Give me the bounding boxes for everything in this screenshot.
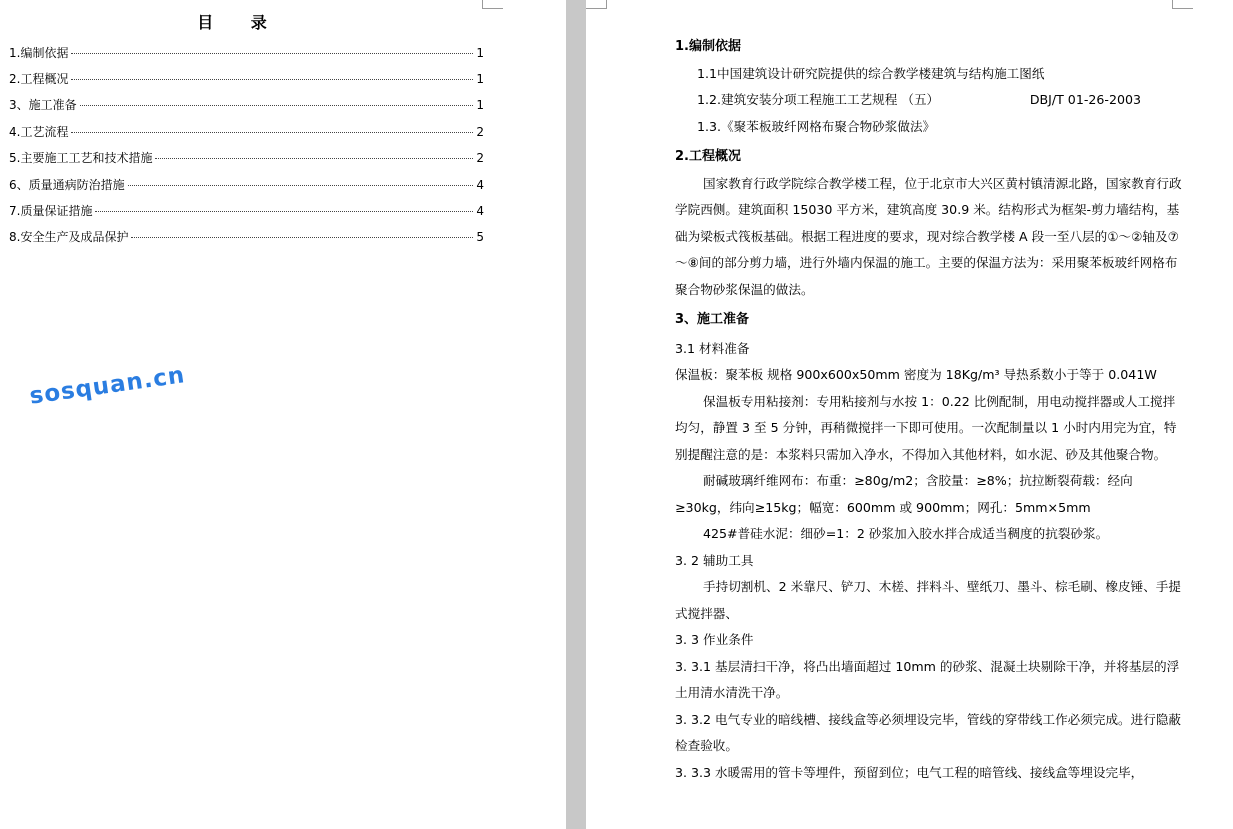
- section-heading: 3、施工准备: [675, 312, 750, 327]
- section-heading: 1.编制依据: [675, 39, 741, 54]
- paragraph: 3. 3.3 水暖需用的管卡等埋件，预留到位；电气工程的暗管线、接线盒等埋设完毕，: [675, 764, 1144, 780]
- paragraph: 3. 3.2 电气专业的暗线槽、接线盒等必须埋设完毕，管线的穿带线工作必须完成。进行隐蔽检查验收。: [675, 711, 1182, 753]
- page-corner-mark: [482, 0, 503, 9]
- content-page: [586, 0, 1233, 829]
- toc-item[interactable]: 3、施工准备 1: [9, 98, 484, 112]
- toc-item[interactable]: 1.编制依据 1: [9, 46, 484, 60]
- watermark: sosquan.cn: [28, 362, 187, 410]
- toc-item[interactable]: 5.主要施工工艺和技术措施 2: [9, 151, 484, 165]
- paragraph: 国家教育行政学院综合教学楼工程，位于北京市大兴区黄村镇清源北路，国家教育行政学院西侧。建筑面积 15030 平方米，建筑高度 30.9 米。结构形式为框架-剪力墙结构，基础为梁板式筏板基础。根据工程进度的要求，现对综合教学楼 A 段一至八层的①～②轴及⑦～⑧间的部分剪力墙，进行外墙内保温的施工。主要的保温方法为：采用聚苯板玻纤网格布聚合物砂浆保温的做法。: [675, 175, 1182, 297]
- paragraph: 3. 3.1 基层清扫干净，将凸出墙面超过 10mm 的砂浆、混凝土块剔除干净，并将基层的浮土用清水清洗干净。: [675, 658, 1180, 700]
- paragraph: 425#普硅水泥：细砂=1：2 砂浆加入胶水拌合成适当稠度的抗裂砂浆。: [703, 526, 1109, 541]
- toc-page: [0, 0, 566, 829]
- document-body: [675, 34, 1185, 786]
- page-corner-mark: [1172, 0, 1193, 9]
- reference-item: 1.2.建筑安装分项工程施工工艺规程 （五） DBJ/T 01-26-2003: [697, 92, 1141, 107]
- reference-item: 1.3.《聚苯板玻纤网格布聚合物砂浆做法》: [697, 118, 936, 134]
- paragraph: 保温板专用粘接剂：专用粘接剂与水按 1：0.22 比例配制，用电动搅拌器或人工搅拌均匀，静置 3 至 5 分钟，再稍微搅拌一下即可使用。一次配制量以 1 小时内用完为宜，特别提醒注意的是：本浆料只需加入净水，不得加入其他材料，如水泥、砂及其他聚合物。: [675, 393, 1177, 462]
- toc-item[interactable]: 8.安全生产及成品保护 5: [9, 230, 484, 244]
- subsection-heading: 3.1 材料准备: [675, 340, 750, 356]
- page-corner-mark: [586, 0, 607, 9]
- subsection-heading: 3. 3 作业条件: [675, 632, 754, 647]
- paragraph: 保温板：聚苯板 规格 900x600x50mm 密度为 18Kg/m³ 导热系数小于等于 0.041W: [675, 367, 1157, 382]
- toc-item[interactable]: 4.工艺流程 2: [9, 125, 484, 139]
- toc-item[interactable]: 6、质量通病防治措施 4: [9, 178, 484, 192]
- reference-item: 1.1中国建筑设计研究院提供的综合教学楼建筑与结构施工图纸: [697, 65, 1045, 81]
- toc-item[interactable]: 7.质量保证措施 4: [9, 204, 484, 218]
- paragraph: 耐碱玻璃纤维网布：布重：≥80g/m2；含胶量：≥8%；抗拉断裂荷载：经向≥30kg，纬向≥15kg；幅宽：600mm 或 900mm；网孔：5mm×5mm: [675, 473, 1133, 515]
- subsection-heading: 3. 2 辅助工具: [675, 552, 754, 568]
- section-heading: 2.工程概况: [675, 149, 741, 164]
- toc-item[interactable]: 2.工程概况 1: [9, 72, 484, 86]
- toc-title: 目 录: [197, 13, 283, 32]
- paragraph: 手持切割机、2 米靠尺、铲刀、木槎、拌料斗、壁纸刀、墨斗、棕毛刷、橡皮锤、手提式搅拌器、: [675, 579, 1181, 621]
